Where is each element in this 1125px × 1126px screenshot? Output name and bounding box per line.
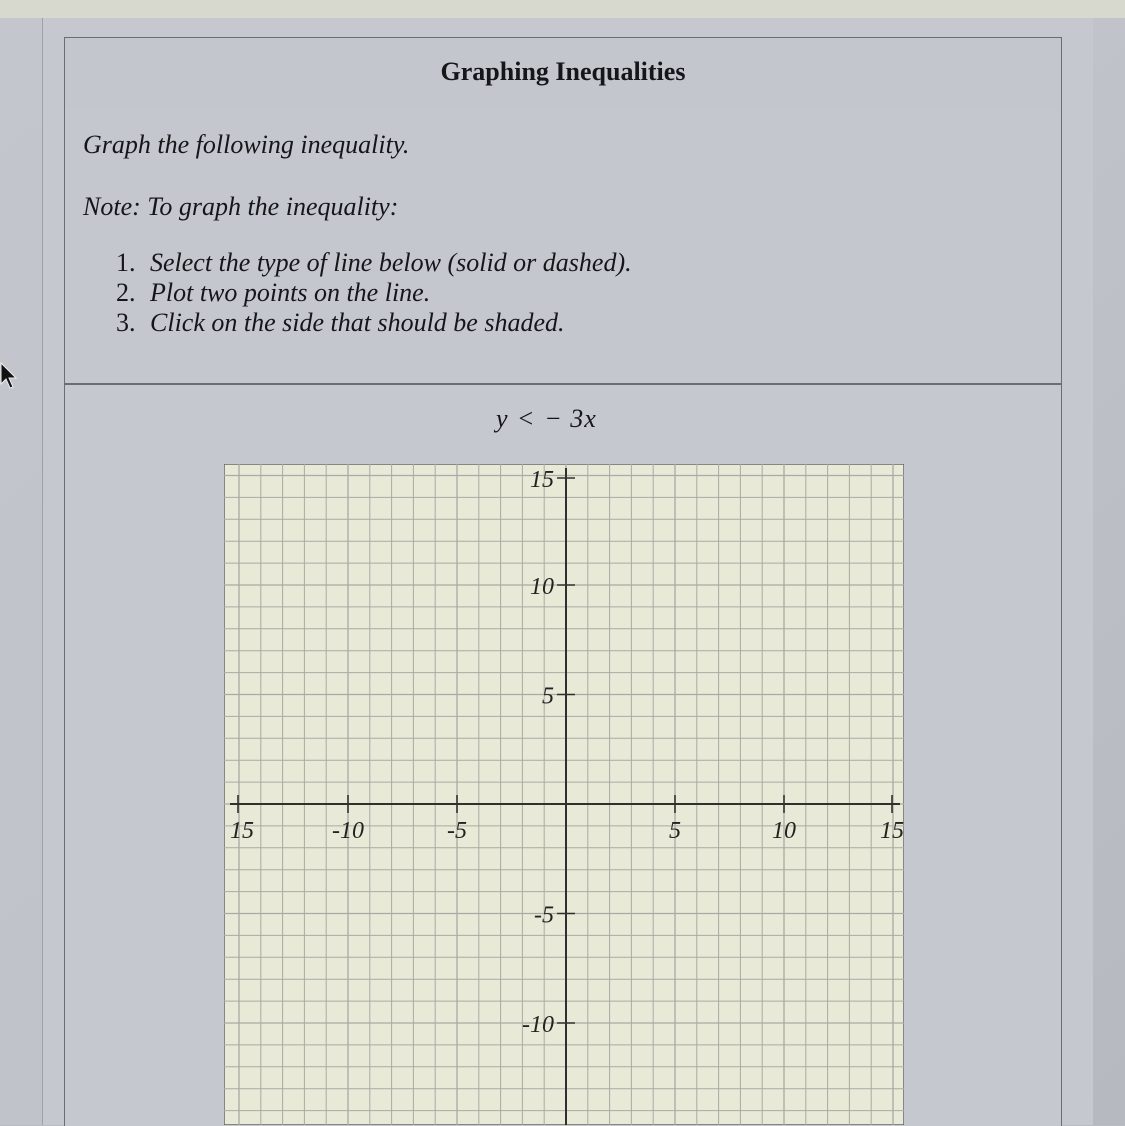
y-tick-label: 5 [542, 683, 554, 710]
x-tick-label: 10 [772, 818, 796, 844]
instructions-intro: Graph the following inequality. [83, 130, 410, 159]
x-tick-label: 15 [230, 818, 254, 844]
step-item: 1. Select the type of line below (solid or dashed). [116, 248, 632, 277]
x-tick-label: -5 [447, 818, 467, 844]
x-tick-label: 5 [669, 818, 681, 844]
x-tick-label: 15 [880, 818, 904, 844]
coordinate-grid[interactable] [224, 464, 904, 1125]
inequality-lhs: y [496, 404, 509, 433]
step-item: 2. Plot two points on the line. [116, 278, 431, 307]
y-tick-label: -5 [534, 902, 554, 929]
title-box [64, 37, 1062, 111]
mouse-cursor-icon [0, 362, 20, 390]
y-tick-label: 15 [530, 467, 554, 493]
instructions-note: Note: To graph the inequality: [83, 192, 399, 221]
x-tick-label: -10 [332, 818, 364, 844]
y-tick-label: 10 [530, 574, 554, 600]
inequality-rhs: − 3x [544, 404, 597, 433]
step-item: 3. Click on the side that should be shaded. [116, 308, 565, 337]
top-strip [0, 0, 1125, 18]
y-tick-label: -10 [522, 1012, 554, 1038]
instructions-steps [116, 248, 632, 338]
inequality-operator: < [518, 404, 535, 433]
inequality-equation [496, 404, 597, 434]
page-title: Graphing Inequalities [440, 57, 686, 86]
